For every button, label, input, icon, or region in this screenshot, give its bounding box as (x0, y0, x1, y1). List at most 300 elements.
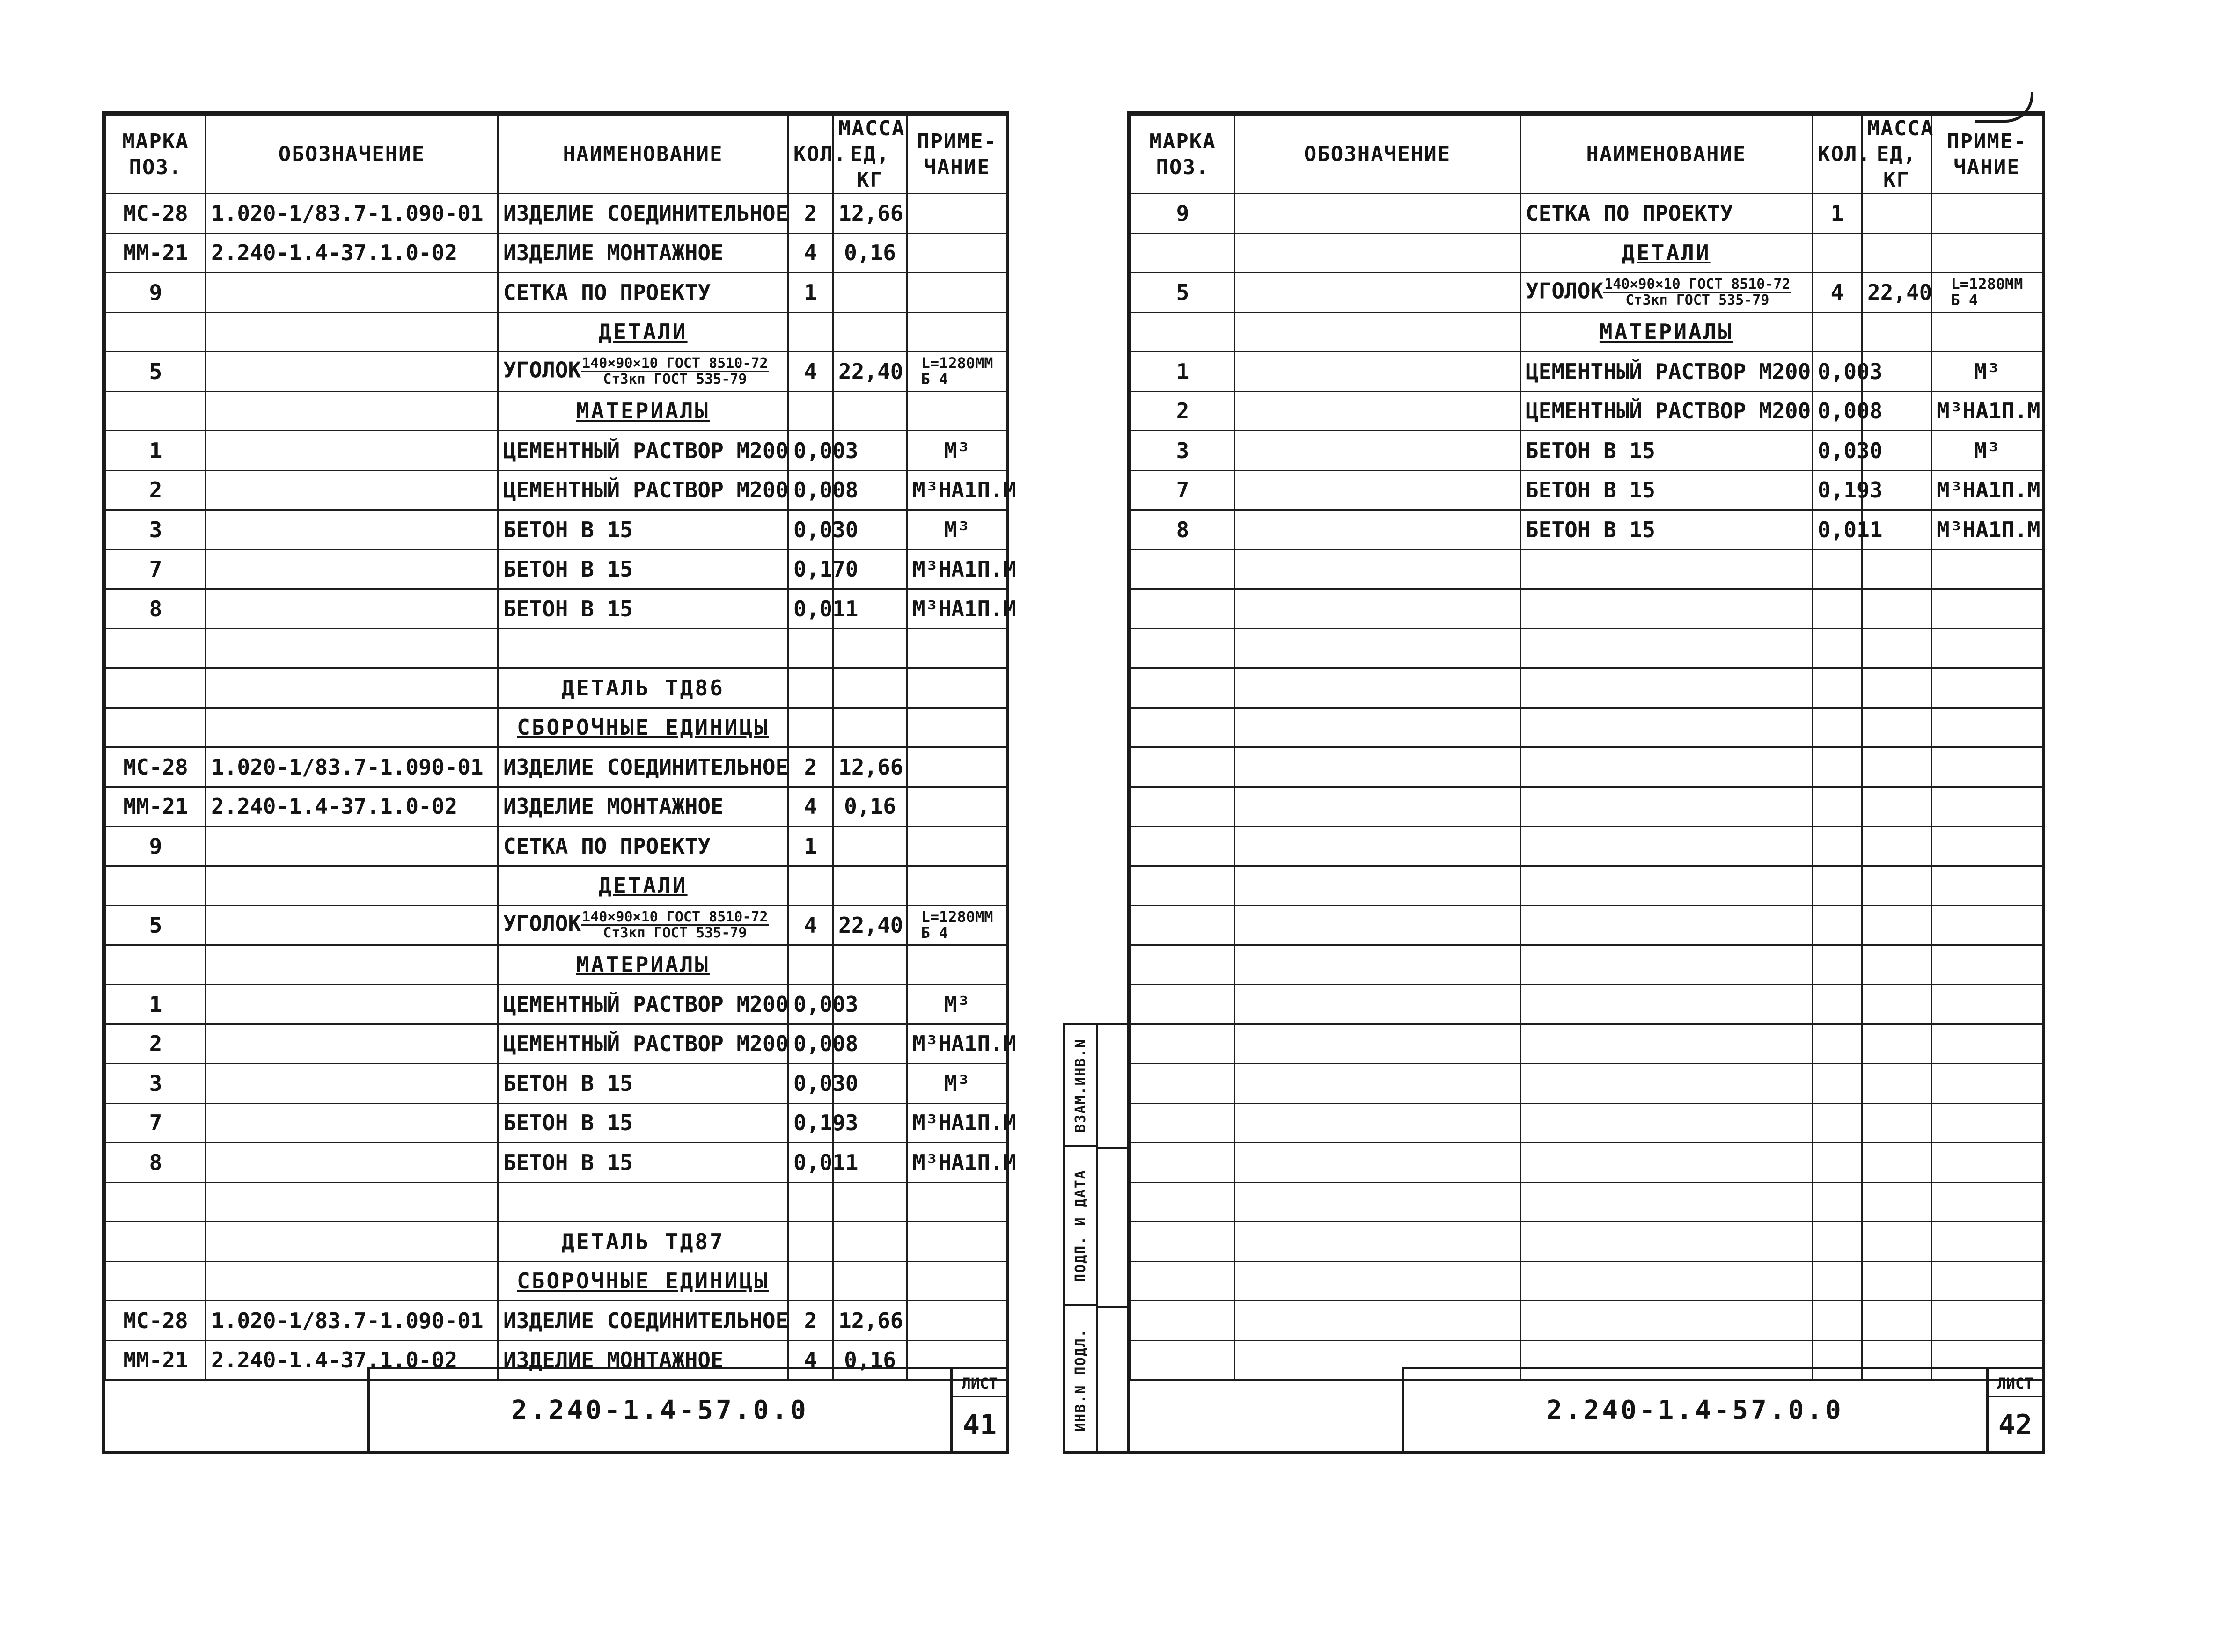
cell-mark: 9 (1131, 194, 1235, 234)
cell-mark: МС-28 (106, 747, 206, 787)
cell-designation (1235, 1024, 1520, 1064)
angle-label: УГОЛОК (503, 911, 581, 936)
cell-qty: 0,008 (788, 470, 833, 510)
cell-name: БЕТОН В 15 (1520, 470, 1813, 510)
cell-name (1520, 1024, 1813, 1064)
cell-mark: 7 (106, 549, 206, 589)
cell-qty (788, 708, 833, 747)
sheet-number: 41 (962, 1409, 997, 1441)
cell-qty: 0,030 (1813, 431, 1862, 471)
cell-mass (1862, 985, 1931, 1024)
cell-qty (788, 1222, 833, 1262)
header-name: НАИМЕНОВАНИЕ (1520, 115, 1813, 194)
cell-qty: 4 (788, 1340, 833, 1380)
cell-designation: 1.020-1/83.7-1.090-01 (206, 194, 498, 234)
cell-mass (1862, 787, 1931, 826)
cell-qty (1813, 589, 1862, 629)
angle-note (921, 356, 993, 387)
cell-note (1931, 1301, 2043, 1341)
cell-qty (1813, 1222, 1862, 1262)
cell-designation (206, 431, 498, 471)
cell-name (498, 629, 788, 668)
title-block-right (1402, 1367, 2042, 1451)
cell-mark: 5 (106, 906, 206, 945)
cell-note: М³НА1П.М (1931, 470, 2043, 510)
sheet-number: 42 (1998, 1409, 2033, 1441)
cell-mark (1131, 1261, 1235, 1301)
cell-designation (1235, 1261, 1520, 1301)
cell-note: М³НА1П.М (907, 1024, 1007, 1064)
table-row (106, 945, 1007, 985)
cell-mark: 9 (106, 273, 206, 313)
cell-mass (1862, 312, 1931, 352)
table-row (106, 352, 1007, 392)
strip-cell-replace-inv (1065, 1025, 1096, 1147)
cell-mass: 0,16 (833, 1340, 907, 1380)
cell-mark: 8 (106, 589, 206, 629)
cell-name (1520, 1182, 1813, 1222)
table-row (106, 273, 1007, 313)
cell-qty (1813, 1301, 1862, 1341)
cell-name: БЕТОН В 15 (1520, 510, 1813, 550)
cell-mass (1862, 826, 1931, 866)
cell-note (907, 629, 1007, 668)
table-row (1131, 391, 2043, 431)
cell-note (907, 1261, 1007, 1301)
cell-note (907, 787, 1007, 826)
cell-mark (106, 866, 206, 906)
cell-mass (1862, 668, 1931, 708)
cell-designation: 2.240-1.4-37.1.0-02 (206, 233, 498, 273)
cell-mark: 1 (106, 985, 206, 1024)
cell-designation (206, 1103, 498, 1143)
cell-name (1520, 1261, 1813, 1301)
cell-note (907, 747, 1007, 787)
table-row (1131, 787, 2043, 826)
cell-note: М³НА1П.М (907, 1103, 1007, 1143)
cell-mass (1862, 1261, 1931, 1301)
sheet-41 (102, 111, 1016, 1454)
cell-mark: 1 (106, 431, 206, 471)
cell-qty (1813, 233, 1862, 273)
cell-designation (1235, 787, 1520, 826)
cell-mass: 0,16 (833, 787, 907, 826)
table-row (106, 470, 1007, 510)
cell-qty: 2 (788, 1301, 833, 1341)
cell-qty: 0,003 (788, 985, 833, 1024)
cell-mass: 12,66 (833, 747, 907, 787)
cell-mass (1862, 1103, 1931, 1143)
cell-note (1931, 312, 2043, 352)
cell-name (1520, 589, 1813, 629)
cell-mass: 0,16 (833, 233, 907, 273)
cell-qty (1813, 1143, 1862, 1183)
cell-name (1520, 787, 1813, 826)
cell-name (1520, 866, 1813, 906)
cell-qty (1813, 668, 1862, 708)
cell-qty (788, 629, 833, 668)
cell-note (1931, 194, 2043, 234)
cell-designation (1235, 1143, 1520, 1183)
cell-mass (1862, 194, 1931, 234)
cell-qty (1813, 787, 1862, 826)
cell-mark: 8 (1131, 510, 1235, 550)
cell-mark (1131, 1340, 1235, 1380)
cell-name (498, 906, 788, 945)
cell-designation (206, 391, 498, 431)
cell-designation (206, 985, 498, 1024)
section-heading: МАТЕРИАЛЫ (498, 945, 788, 985)
cell-designation (1235, 391, 1520, 431)
cell-qty (788, 1182, 833, 1222)
cell-mark (1131, 985, 1235, 1024)
cell-qty: 2 (788, 747, 833, 787)
cell-note (907, 391, 1007, 431)
cell-designation (206, 470, 498, 510)
table-row (106, 589, 1007, 629)
cell-note (1931, 906, 2043, 945)
cell-mark: 2 (106, 1024, 206, 1064)
cell-mass (1862, 945, 1931, 985)
cell-mass (1862, 1143, 1931, 1183)
section-heading: СБОРОЧНЫЕ ЕДИНИЦЫ (498, 1261, 788, 1301)
angle-steel-grade: Ст3кп ГОСТ 535-79 (1625, 292, 1769, 309)
table-row (106, 549, 1007, 589)
cell-mark: МС-28 (106, 1301, 206, 1341)
cell-designation (1235, 945, 1520, 985)
cell-designation (1235, 352, 1520, 392)
angle-profile: 140×90×10 ГОСТ 8510-72 (582, 908, 768, 925)
cell-qty: 4 (1813, 273, 1862, 313)
cell-designation (206, 668, 498, 708)
cell-designation: 2.240-1.4-37.1.0-02 (206, 1340, 498, 1380)
cell-qty (1813, 906, 1862, 945)
cell-mass (833, 391, 907, 431)
cell-qty: 4 (788, 233, 833, 273)
cell-note (1931, 1143, 2043, 1183)
spec-rows-right (1131, 194, 2043, 1380)
cell-note: М³ (1931, 352, 2043, 392)
cell-qty (1813, 708, 1862, 747)
cell-designation (1235, 549, 1520, 589)
cell-note (1931, 826, 2043, 866)
cell-mark (1131, 629, 1235, 668)
cell-mass (1862, 589, 1931, 629)
table-row (1131, 1301, 2043, 1341)
strip-divider (1096, 1306, 1130, 1308)
cell-mark (1131, 1143, 1235, 1183)
cell-designation (206, 312, 498, 352)
cell-mass (1862, 866, 1931, 906)
angle-spec (1603, 277, 1791, 308)
strip-cell-original-inv (1065, 1306, 1096, 1454)
cell-mark: 3 (106, 510, 206, 550)
cell-qty (1813, 1103, 1862, 1143)
cell-mass: 12,66 (833, 194, 907, 234)
cell-name (1520, 668, 1813, 708)
cell-note (907, 945, 1007, 985)
table-row (106, 629, 1007, 668)
table-row (106, 1182, 1007, 1222)
cell-mass (833, 668, 907, 708)
cell-designation (206, 866, 498, 906)
header-qty: КОЛ. (788, 115, 833, 194)
cell-designation (206, 510, 498, 550)
section-heading: ДЕТАЛИ (1520, 233, 1813, 273)
detail-title: ДЕТАЛЬ ТД87 (498, 1222, 788, 1262)
angle-length: L=1280ММ (921, 907, 993, 926)
cell-qty: 1 (788, 826, 833, 866)
table-row (1131, 510, 2043, 550)
table-row (1131, 312, 2043, 352)
cell-mark (106, 312, 206, 352)
cell-mass (1862, 233, 1931, 273)
table-row (106, 906, 1007, 945)
cell-designation (206, 273, 498, 313)
angle-profile: 140×90×10 ГОСТ 8510-72 (1604, 276, 1791, 292)
table-row (1131, 194, 2043, 234)
cell-mark: 2 (106, 470, 206, 510)
cell-designation (1235, 1064, 1520, 1104)
table-row (1131, 826, 2043, 866)
cell-designation (206, 589, 498, 629)
cell-name: ИЗДЕЛИЕ МОНТАЖНОЕ (498, 1340, 788, 1380)
cell-name (1520, 1064, 1813, 1104)
cell-name: СЕТКА ПО ПРОЕКТУ (1520, 194, 1813, 234)
cell-designation (1235, 668, 1520, 708)
angle-spec (581, 356, 769, 387)
cell-mass (833, 826, 907, 866)
cell-name: БЕТОН В 15 (498, 1103, 788, 1143)
table-row (1131, 985, 2043, 1024)
sheet-label: ЛИСТ (1989, 1371, 2042, 1397)
cell-mark (1131, 866, 1235, 906)
table-row (106, 194, 1007, 234)
header-designation: ОБОЗНАЧЕНИЕ (206, 115, 498, 194)
cell-designation (1235, 708, 1520, 747)
cell-designation (1235, 1222, 1520, 1262)
cell-designation (1235, 312, 1520, 352)
cell-qty: 0,003 (788, 431, 833, 471)
angle-label: УГОЛОК (1526, 278, 1604, 304)
cell-designation (1235, 1182, 1520, 1222)
cell-qty: 0,170 (788, 549, 833, 589)
strip-value-column (1096, 1025, 1131, 1451)
cell-designation (206, 826, 498, 866)
cell-mark: ММ-21 (106, 787, 206, 826)
cell-name: БЕТОН В 15 (498, 1064, 788, 1104)
table-row (106, 708, 1007, 747)
cell-mark (1131, 1024, 1235, 1064)
cell-mark: МС-28 (106, 194, 206, 234)
header-designation: ОБОЗНАЧЕНИЕ (1235, 115, 1520, 194)
table-row (1131, 273, 2043, 313)
cell-mark (1131, 589, 1235, 629)
cell-qty: 0,003 (1813, 352, 1862, 392)
cell-qty: 0,011 (788, 1143, 833, 1183)
cell-designation (206, 1182, 498, 1222)
cell-name (1520, 747, 1813, 787)
cell-designation (206, 906, 498, 945)
document-code: 2.240-1.4-57.0.0 (1546, 1395, 1844, 1425)
cell-name (1520, 1103, 1813, 1143)
cell-mass (1862, 1301, 1931, 1341)
cell-mark (106, 391, 206, 431)
cell-mass (1862, 1222, 1931, 1262)
table-row (1131, 945, 2043, 985)
section-heading: МАТЕРИАЛЫ (1520, 312, 1813, 352)
cell-designation (1235, 1103, 1520, 1143)
section-heading: ДЕТАЛИ (498, 312, 788, 352)
table-row (1131, 1103, 2043, 1143)
cell-note (1931, 589, 2043, 629)
table-row (106, 787, 1007, 826)
cell-designation (206, 1064, 498, 1104)
cell-name (1520, 985, 1813, 1024)
cell-mark (1131, 1182, 1235, 1222)
cell-mass (1862, 747, 1931, 787)
cell-note: М³ (907, 985, 1007, 1024)
header-mark: МАРКА ПОЗ. (106, 115, 206, 194)
table-row (106, 1103, 1007, 1143)
cell-qty (1813, 629, 1862, 668)
cell-note (907, 194, 1007, 234)
cell-mark (1131, 1301, 1235, 1341)
cell-mark (1131, 1222, 1235, 1262)
cell-name (1520, 826, 1813, 866)
angle-length: L=1280ММ (921, 354, 993, 372)
cell-note (1931, 866, 2043, 906)
table-row (106, 1301, 1007, 1341)
cell-note (1931, 747, 2043, 787)
cell-note (907, 233, 1007, 273)
cell-name (1520, 629, 1813, 668)
cell-name (1520, 1222, 1813, 1262)
cell-mass: 22,40 (833, 906, 907, 945)
cell-designation (1235, 906, 1520, 945)
cell-designation (206, 708, 498, 747)
cell-name: ЦЕМЕНТНЫЙ РАСТВОР М200 (1520, 352, 1813, 392)
cell-note (1931, 1064, 2043, 1104)
cell-note (1931, 787, 2043, 826)
cell-name: ИЗДЕЛИЕ СОЕДИНИТЕЛЬНОЕ (498, 747, 788, 787)
cell-name: ЦЕМЕНТНЫЙ РАСТВОР М200 (498, 431, 788, 471)
cell-name: ЦЕМЕНТНЫЙ РАСТВОР М200 (498, 985, 788, 1024)
table-row (106, 747, 1007, 787)
cell-designation (206, 629, 498, 668)
table-row (106, 1024, 1007, 1064)
table-row (106, 233, 1007, 273)
section-heading: СБОРОЧНЫЕ ЕДИНИЦЫ (498, 708, 788, 747)
cell-qty (1813, 1182, 1862, 1222)
cell-mark (1131, 312, 1235, 352)
cell-name (498, 1182, 788, 1222)
cell-mark: ММ-21 (106, 233, 206, 273)
cell-mass (1862, 549, 1931, 589)
header-name: НАИМЕНОВАНИЕ (498, 115, 788, 194)
cell-note (1931, 945, 2043, 985)
cell-mark (106, 668, 206, 708)
cell-designation (206, 549, 498, 589)
detail-title: ДЕТАЛЬ ТД86 (498, 668, 788, 708)
cell-note: М³ (907, 1064, 1007, 1104)
cell-name (1520, 945, 1813, 985)
cell-name (1520, 1143, 1813, 1183)
cell-qty (1813, 1261, 1862, 1301)
angle-spec (581, 910, 769, 941)
header-mass: МАССА ЕД, КГ (833, 115, 907, 194)
cell-note (907, 1301, 1007, 1341)
table-row (106, 391, 1007, 431)
table-row (106, 1064, 1007, 1104)
cell-designation (206, 945, 498, 985)
table-row (106, 668, 1007, 708)
spec-rows-left (106, 194, 1016, 1380)
angle-length: L=1280ММ (1951, 275, 2023, 293)
header-qty: КОЛ. (1813, 115, 1862, 194)
cell-note (1931, 1222, 2043, 1262)
cell-qty (1813, 826, 1862, 866)
table-row (1131, 1024, 2043, 1064)
cell-mass (833, 312, 907, 352)
cell-note (907, 866, 1007, 906)
cell-mass: 22,40 (833, 352, 907, 392)
cell-mass (833, 866, 907, 906)
document-code: 2.240-1.4-57.0.0 (511, 1395, 809, 1425)
strip-divider (1096, 1147, 1130, 1149)
cell-designation (1235, 1301, 1520, 1341)
cell-designation: 1.020-1/83.7-1.090-01 (206, 1301, 498, 1341)
header-mark: МАРКА ПОЗ. (1131, 115, 1235, 194)
cell-mass (833, 273, 907, 313)
cell-designation (1235, 431, 1520, 471)
table-row (1131, 431, 2043, 471)
cell-qty: 0,008 (788, 1024, 833, 1064)
cell-designation (1235, 194, 1520, 234)
title-block-left (367, 1367, 1006, 1451)
cell-mark (1131, 747, 1235, 787)
cell-designation (1235, 985, 1520, 1024)
cell-qty (788, 1261, 833, 1301)
table-row (1131, 549, 2043, 589)
cell-name: БЕТОН В 15 (1520, 431, 1813, 471)
cell-qty (788, 312, 833, 352)
cell-note (1931, 1103, 2043, 1143)
cell-name: ИЗДЕЛИЕ МОНТАЖНОЕ (498, 787, 788, 826)
cell-designation: 2.240-1.4-37.1.0-02 (206, 787, 498, 826)
cell-mark (1131, 826, 1235, 866)
cell-name (1520, 708, 1813, 747)
cell-designation (206, 1024, 498, 1064)
table-row (1131, 668, 2043, 708)
table-row (1131, 708, 2043, 747)
cell-qty (1813, 945, 1862, 985)
cell-name: БЕТОН В 15 (498, 549, 788, 589)
cell-mass (833, 629, 907, 668)
cell-designation (206, 1222, 498, 1262)
table-row (106, 985, 1007, 1024)
cell-qty: 0,008 (1813, 391, 1862, 431)
cell-name: СЕТКА ПО ПРОЕКТУ (498, 826, 788, 866)
angle-position: Б 4 (1951, 291, 1978, 309)
cell-designation (206, 352, 498, 392)
cell-mark: 7 (106, 1103, 206, 1143)
cell-note (907, 352, 1007, 392)
table-row (106, 1222, 1007, 1262)
table-row (106, 510, 1007, 550)
cell-note: М³НА1П.М (907, 549, 1007, 589)
cell-note: М³НА1П.М (1931, 510, 2043, 550)
